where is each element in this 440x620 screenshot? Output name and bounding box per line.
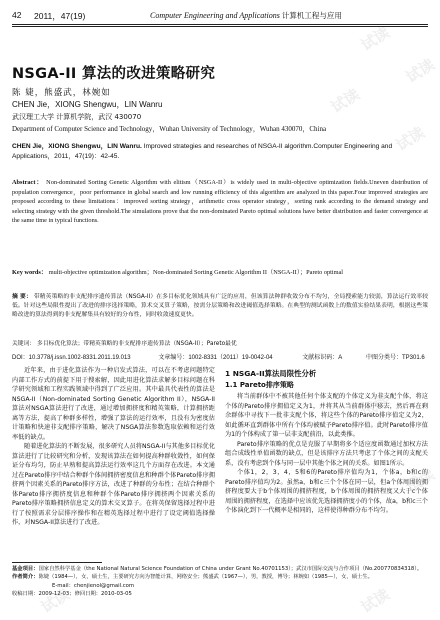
- volume-info: 2011，47(19): [34, 11, 86, 21]
- body-column-right: [225, 366, 428, 516]
- affiliation-cn: 武汉理工大学 计算机学院，武汉 430070: [12, 113, 142, 121]
- intro-paragraph-1: 近年来，由于进化算法作为一种启发式算法，可以在不考虑问题特定内部工作方式的前提下用于搜索解，因此用进化算法求解多目标问题在科学研究领域和工程实践领域中得到了广泛应用。其中最具代表性的算法是NSGA-II（Non-dominated Sorting Genetic Algorithm II），NSGA-II算法对NSGA算法进行了改进，通过增加拥挤度和精英策略，计算拥挤距离等方法，提高了种群多样性，增强了算法的运行效率，且没有为密度估计策略和快速非支配排序策略，解决了NSGA算法参数选取依赖和运行效率低的缺点。: [12, 367, 215, 441]
- footnote-rule: [12, 562, 102, 563]
- abstract-cn-label: 摘 要：: [12, 294, 32, 300]
- pareto-paragraph-3: 个体1，2，3，4，5和6的Pareto排序值均为1，个体a，b和c的Pareto排序值均为2。虽然a，b和c三个个体在同一层，但a个体周围的拥挤程度要大于b个体周围的拥挤程度，b个体周围的拥挤程度又大于c个体周围的拥挤程度，在选择中应该优先选择拥挤度小的个体，故a，b和c三个个体演化到下一代概率是相同的，这样使得种群分布不均匀。: [225, 469, 428, 514]
- section-heading-1: 1 NSGA-II算法局限性分析: [225, 369, 317, 378]
- bio-text: 陈婕（1984—），女，硕士生，主要研究方向为智能计算，网络安全；熊盛武（1967—），男，教授，博导；林婉如（1985—），女，硕士生。: [38, 574, 373, 581]
- running-header: [12, 10, 428, 24]
- body-column-left: [12, 366, 215, 528]
- keywords-en-label: Key words：: [12, 269, 48, 276]
- article-number: 文章编号：1002-8331（2011）19-0042-04: [158, 355, 273, 361]
- doi: DOI：10.3778/j.issn.1002-8331.2011.19.013: [12, 355, 131, 361]
- footnote-fund: [12, 565, 428, 573]
- document-code: 文献标识码：A: [302, 355, 343, 361]
- journal-name: [150, 10, 342, 21]
- page-number: 42: [12, 10, 22, 20]
- keywords-cn-label: 关键词：: [12, 341, 36, 347]
- keywords-cn-text: 多目标优化算法；带精英策略的非支配排序遗传算法（NSGA-II）；Pareto最优: [37, 341, 237, 347]
- watermark: 试读: [37, 585, 73, 617]
- header-rule-top: [12, 24, 428, 25]
- watermark: 试读: [357, 585, 393, 617]
- footnotes: [12, 565, 428, 599]
- watermark: 试读: [327, 85, 363, 117]
- citation-text: Improved strategies and researches of NSGA-II algorithm.Computer Engineering and Applications，2011，47(19)：42-45.: [12, 143, 393, 160]
- watermark: 试读: [392, 123, 428, 155]
- citation-authors: CHEN Jie，XIONG Shengwu，LIN Wanru.: [12, 143, 142, 150]
- fund-label: 基金项目：: [12, 566, 39, 572]
- pareto-paragraph-2: Pareto排序策略的优点是克服了早期将多个适应度函数通过加权方法组合成线性单值函数的缺点，但是该排序方法只考虑了个体之间的支配关系，没有考虑到个体与同一层中其他个体之间的关系。如图1所示。: [225, 440, 428, 467]
- footnote-email: E-mail：chenjienol@gmail.com: [52, 582, 135, 589]
- watermark: 试读: [402, 465, 438, 497]
- citation: [12, 142, 428, 162]
- abstract-cn: [12, 293, 428, 321]
- journal-name-cn: 计算机工程与应用: [281, 11, 342, 20]
- journal-name-en: Computer Engineering and Applications: [150, 11, 280, 20]
- keywords-cn: [12, 340, 428, 349]
- abstract-en-text: Non-dominated Sorting Genetic Algorithm with elitism（NSGA-II）is widely used in multi-objective optimization fields.Uneven distribution of population convergence，poor performance in global search and low running efficiency of this algorithm are analyzed in this paper.Four improved strategies are proposed according to these limitations：improved sorting strategy，arithmetic cross operator strategy，sorting rank according to the demand strategy and selecting strategy with the given threshold.The simulations prove that the non-dominated Pareto optimal solutions have better distribution and faster convergence at the same time in typical functions.: [12, 179, 428, 225]
- watermark: 试读: [357, 23, 393, 55]
- authors-cn: 陈 婕，熊盛武，林婉如: [12, 88, 111, 98]
- footnote-bio: [12, 573, 428, 581]
- authors-en: CHEN Jie，XIONG Shengwu，LIN Wanru: [12, 100, 163, 109]
- document-info: [12, 352, 428, 361]
- subsection-heading-1-1: 1.1 Pareto排序策略: [225, 381, 294, 389]
- intro-paragraph-2: 随着进化算法的不断发展，很多研究人员将NSGA-II与其他多目标优化算法进行了比较研究和分析，发现该算法在如何提高种群收敛性，如何保证分布均匀，防止早熟和提高算法运行效率这几个方面存在改进。本文通过在Pareto排序中结合种群个体间拥挤密度信息和种群个体Pareto排序拥挤两个因素关系的Pareto排序方法，改进了种群的分布性；在结合种群个体Pareto排序拥挤度信息和种群个体Pareto排序拥挤两个因素关系的Pareto排序策略拥挤信息定义的算术交叉算子。在将英保留选择过程中进行了按照需求分层排序操作和在精英选择过程中进行了设定阈值选择操作，对NSGA-II算法进行了改进。: [12, 443, 215, 526]
- abstract-en-label: Abstract：: [12, 179, 44, 186]
- abstract-en: [12, 178, 428, 226]
- affiliation-en: Department of Computer Science and Technology，Wuhan University of Technology，Wuhan 430070，China: [12, 125, 327, 133]
- watermark: 试读: [402, 55, 438, 87]
- clc-number: 中图分类号：TP301.6: [365, 355, 425, 361]
- footnote-dates: 收稿日期：2009-12-03；修回日期：2010-03-05: [12, 591, 132, 598]
- abstract-cn-text: 带精英策略的非支配排序遗传算法（NSGA-II）在多目标优化领域具有广泛的应用，但该算法种群收敛分布不均匀，全局搜索能力较弱，算法运行效率较低。针对这些局限性提出了改进的排序选择策略，算术交叉算子策略，按需分层策略和改进阈值选择策略。在典型的测试函数上的数值实验结果表明，根据这些策略改进的算法得到的非支配解集具有较好的分布性，同时收敛速度更快。: [12, 294, 429, 319]
- watermark: 试读: [357, 390, 393, 422]
- paper-title: NSGA-II 算法的改进策略研究: [12, 66, 216, 82]
- keywords-en: [12, 268, 428, 278]
- keywords-en-text: multi-objective optimization algorithm；Non-dominated Sorting Genetic Algorithm II（NSGA-II）；Pareto optimal: [48, 269, 344, 276]
- pareto-paragraph-1: 将当前群体中不被其他任何个体支配的个体定义为非支配个体，将这个体的Pareto排序拥值定义为1，并将其从当前群体中移去，然后再在剩余群体中寻找下一批非支配个体，将这些个体的Pareto排序值定义为2，如此循环直到群体中所有个体均被赋予Pareto排序值。此时Pareto排序值为1的个体构成了第一层非支配前沿，以此类推。: [225, 393, 428, 438]
- header-rule-bottom: [12, 26, 428, 27]
- bio-label: 作者简介：: [12, 574, 39, 581]
- fund-text: 国家自然科学基金（the National Natural Science Foundation of China under Grant No.40701153）；武汉市国际交流与合作项目（No.200770834318）。: [38, 566, 423, 572]
